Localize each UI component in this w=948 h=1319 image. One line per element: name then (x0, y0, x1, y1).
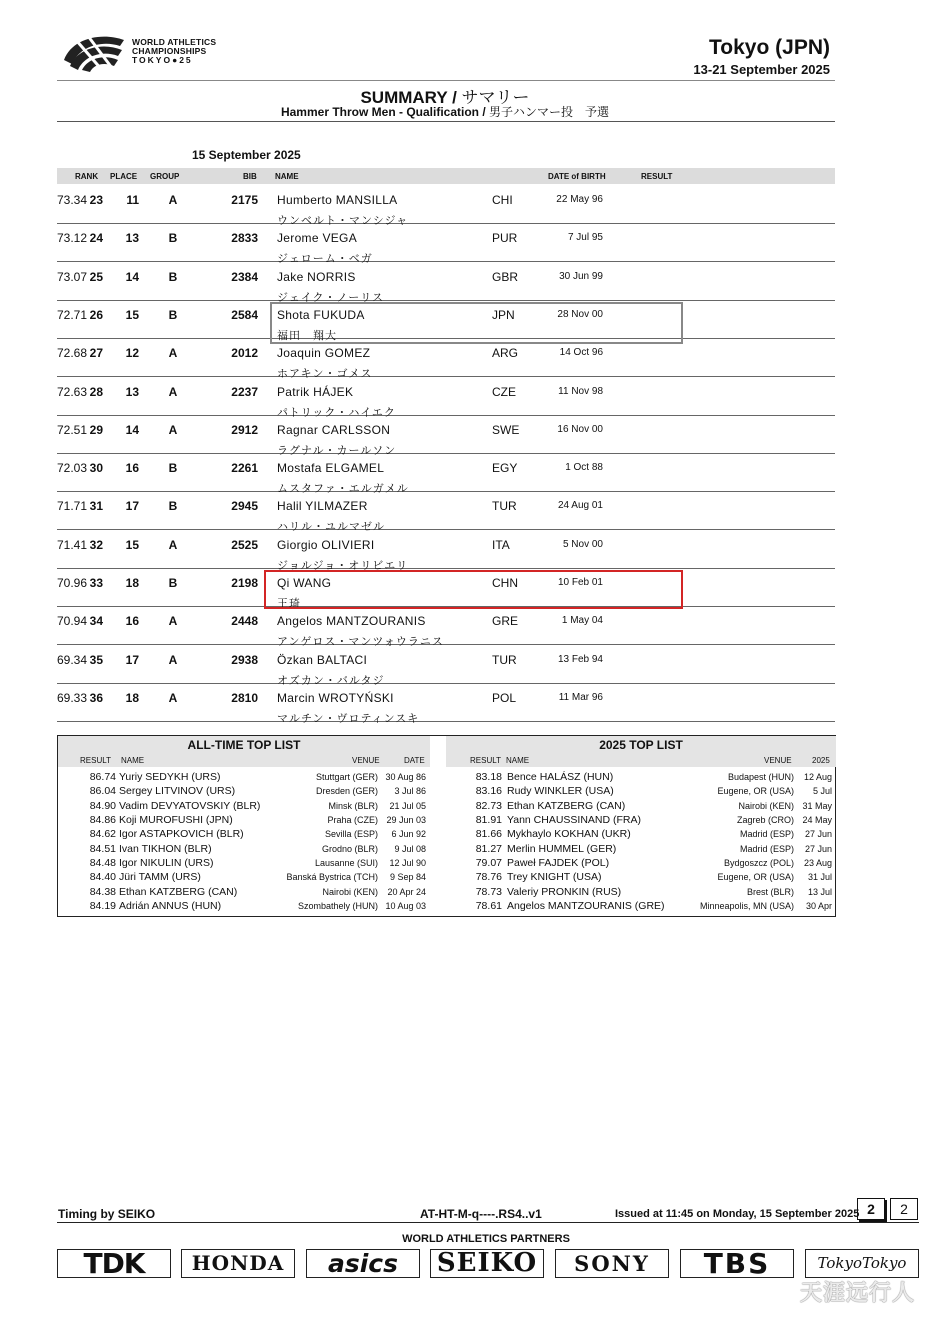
year-head-result: RESULT (470, 756, 501, 765)
nationality-cell: POL (492, 690, 517, 705)
group-cell: B (168, 576, 178, 590)
top-list-name: Yuriy SEDYKH (URS) (119, 771, 221, 783)
top-list-name: Trey KNIGHT (USA) (507, 871, 602, 884)
athlete-name-jp: ジェイク・ノーリス (277, 291, 385, 304)
result-cell: 72.68 (57, 346, 88, 361)
result-cell: 70.96 (57, 576, 88, 590)
result-row (57, 224, 835, 266)
top-list-venue: Praha (CZE) (327, 815, 378, 826)
top-list-row (446, 871, 836, 885)
result-row (57, 186, 835, 227)
nationality-cell: TUR (492, 652, 517, 667)
top-list-name: Merlin HUMMEL (GER) (507, 842, 617, 855)
honda-logo: HONDA (181, 1249, 295, 1278)
top-list-result: 84.19 (89, 900, 116, 913)
venue-city: Tokyo (JPN) (709, 36, 830, 59)
all-time-head-venue: VENUE (352, 756, 380, 765)
bib-cell: 2938 (231, 652, 258, 667)
dob-cell: 16 Nov 00 (557, 423, 603, 435)
top-list-result: 86.74 (89, 771, 116, 783)
top-list-venue: Zagreb (CRO) (736, 815, 794, 826)
top-list-date: 12 Jul 90 (389, 858, 426, 869)
top-list-row (446, 785, 836, 799)
top-list-date: 21 Jul 05 (389, 800, 426, 811)
top-list-result: 84.62 (89, 828, 116, 841)
athlete-name-jp: ウンベルト・マンシジャ (277, 215, 409, 227)
top-list-result: 84.38 (89, 885, 116, 898)
athlete-name: Mostafa ELGAMEL (277, 461, 385, 476)
top-list-date: 13 Jul (807, 886, 832, 897)
dob-cell: 30 Jun 99 (559, 270, 603, 282)
world-athletics-logo-icon (62, 30, 128, 72)
top-list-name: Bence HALÁSZ (HUN) (507, 771, 614, 783)
place-cell: 13 (125, 231, 139, 246)
nationality-cell: TUR (492, 499, 517, 514)
all-time-head-name: NAME (121, 756, 145, 765)
place-cell: 17 (125, 499, 139, 514)
top-list-result: 84.51 (89, 842, 116, 855)
group-cell: A (168, 614, 178, 629)
place-cell: 16 (125, 614, 139, 629)
nationality-cell: GBR (492, 269, 519, 284)
place-cell: 18 (125, 576, 139, 590)
top-list-name: Angelos MANTZOURANIS (GRE) (507, 900, 665, 913)
top-list-date: 12 Aug (803, 772, 832, 782)
rank-cell: 23 (89, 193, 103, 207)
result-cell: 73.12 (57, 231, 88, 246)
top-list-row (58, 814, 430, 828)
top-list-row (446, 828, 836, 842)
bib-cell: 2912 (231, 422, 258, 437)
tdk-logo: TDK (57, 1249, 171, 1278)
athlete-name: Marcin WROTYŃSKI (277, 690, 394, 705)
all-time-head-result: RESULT (80, 756, 111, 765)
result-cell: 69.33 (57, 690, 88, 705)
col-rank: RANK (75, 172, 99, 181)
group-cell: B (168, 499, 178, 514)
top-list-row (446, 886, 836, 900)
col-name: NAME (275, 172, 299, 181)
athlete-name-jp: アンゲロス・マンツォウラニス (277, 636, 444, 649)
athlete-name: Joaquin GOMEZ (277, 346, 371, 361)
result-row (57, 531, 835, 572)
top-list-venue: Brest (BLR) (746, 886, 794, 897)
result-row (57, 263, 835, 304)
place-cell: 14 (125, 422, 139, 437)
year-head-name: NAME (506, 756, 530, 765)
place-cell: 18 (125, 690, 139, 705)
top-list-name: Igor NIKULIN (URS) (119, 857, 214, 870)
dob-cell: 1 May 04 (561, 615, 603, 627)
athlete-name-jp: パトリック・ハイエク (277, 406, 396, 419)
rank-cell: 25 (89, 269, 103, 284)
dob-cell: 11 Mar 96 (558, 691, 603, 703)
athlete-name: Humberto MANSILLA (277, 193, 398, 207)
header-divider (57, 80, 835, 81)
top-list-result: 78.76 (475, 871, 502, 884)
top-list-result: 82.73 (475, 799, 502, 812)
top-list-result: 84.48 (89, 857, 116, 870)
timing-credit: Timing by SEIKO (58, 1207, 156, 1221)
nationality-cell: ARG (492, 346, 519, 361)
result-cell: 72.71 (57, 307, 88, 322)
result-row (57, 492, 835, 534)
seiko-logo: SEIKO (430, 1249, 544, 1278)
top-list-name: Koji MUROFUSHI (JPN) (119, 814, 233, 827)
result-row (57, 646, 835, 687)
athlete-name: Ragnar CARLSSON (277, 422, 391, 437)
top-list-result: 84.90 (89, 799, 116, 812)
bib-cell: 2525 (231, 537, 258, 552)
athlete-name-jp: オズカン・バルタジ (277, 674, 385, 687)
rank-cell: 36 (89, 690, 103, 705)
top-list-result: 81.66 (475, 828, 502, 841)
top-list-venue: Szombathely (HUN) (297, 901, 378, 912)
current-page: 2 (857, 1198, 885, 1220)
all-time-head (58, 755, 430, 767)
top-list-row (446, 814, 836, 828)
group-cell: A (168, 193, 178, 207)
dob-cell: 14 Oct 96 (559, 347, 603, 359)
nationality-cell: JPN (492, 307, 515, 322)
top-list-date: 9 Sep 84 (389, 872, 426, 883)
top-list-name: Ethan KATZBERG (CAN) (507, 799, 626, 812)
top-list-date: 29 Jun 03 (386, 815, 426, 826)
venue-block (693, 36, 830, 77)
top-list-venue: Eugene, OR (USA) (717, 872, 794, 883)
bib-cell: 2198 (231, 576, 258, 590)
top-list-date: 3 Jul 86 (394, 786, 426, 797)
rank-cell: 31 (89, 499, 103, 514)
top-list-date: 27 Jun (804, 843, 832, 854)
athlete-name: Qi WANG (277, 576, 332, 590)
athlete-name-jp: ジョルジョ・オリビエリ (277, 559, 409, 572)
bib-cell: 2384 (231, 269, 258, 284)
top-list-venue: Grodno (BLR) (321, 843, 378, 854)
nationality-cell: CHN (492, 576, 518, 590)
rank-cell: 32 (89, 537, 103, 552)
top-list-name: Sergey LITVINOV (URS) (119, 785, 236, 798)
group-cell: A (168, 652, 178, 667)
championships-logo (62, 30, 222, 74)
athlete-name: Halil YILMAZER (277, 499, 368, 514)
rank-cell: 29 (89, 422, 103, 437)
result-cell: 72.51 (57, 422, 88, 437)
dob-cell: 10 Feb 01 (557, 577, 603, 588)
athlete-name-jp: 福田 翔大 (277, 329, 337, 342)
top-list-result: 84.86 (89, 814, 116, 827)
top-list-result: 81.27 (475, 842, 502, 855)
top-list-row (58, 857, 430, 871)
top-list-name: Valeriy PRONKIN (RUS) (507, 885, 622, 898)
top-list-result: 81.91 (475, 814, 502, 827)
top-list-date: 30 Apr (805, 901, 832, 912)
athlete-name: Özkan BALTACI (277, 652, 368, 667)
athlete-name-jp: 王琦 (277, 598, 301, 610)
tbs-logo: TBS (680, 1249, 794, 1278)
dob-cell: 5 Nov 00 (562, 538, 603, 550)
top-list-venue: Minneapolis, MN (USA) (699, 901, 794, 912)
dob-cell: 13 Feb 94 (557, 653, 603, 665)
group-cell: B (168, 231, 178, 246)
top-list-venue: Nairobi (KEN) (322, 886, 378, 897)
top-list-row (58, 771, 430, 785)
top-list-row (58, 800, 430, 814)
athlete-name-jp: ムスタファ・エルガメル (277, 483, 409, 496)
top-list-result: 79.07 (475, 857, 502, 870)
place-cell: 12 (125, 346, 139, 361)
bib-cell: 2810 (231, 690, 258, 705)
top-list-venue: Dresden (GER) (315, 786, 378, 797)
top-list-date: 20 Apr 24 (387, 886, 426, 897)
rank-cell: 24 (89, 231, 103, 246)
dob-cell: 11 Nov 98 (558, 385, 603, 397)
event-title: Hammer Throw Men - Qualification / 男子ハンマー投 予選 (280, 105, 610, 119)
top-list-venue: Minsk (BLR) (328, 800, 378, 811)
place-cell: 17 (125, 652, 139, 667)
athlete-name-jp: ジェローム・ベガ (277, 253, 373, 266)
top-list-row (58, 886, 430, 900)
top-list-date: 5 Jul (812, 786, 832, 797)
result-cell: 73.34 (57, 193, 88, 207)
top-list-name: Ethan KATZBERG (CAN) (119, 885, 238, 898)
top-list-venue: Nairobi (KEN) (738, 800, 794, 811)
top-list-row (446, 843, 836, 857)
sony-logo: SONY (555, 1249, 669, 1278)
col-place: PLACE (110, 172, 138, 181)
group-cell: A (168, 690, 178, 705)
dob-cell: 1 Oct 88 (565, 462, 603, 474)
rank-cell: 34 (89, 614, 103, 629)
all-time-head-date: DATE (404, 756, 425, 765)
top-list-result: 83.18 (475, 771, 502, 783)
top-list-row (58, 843, 430, 857)
top-list-name: Yann CHAUSSINAND (FRA) (507, 814, 641, 827)
top-list-venue: Sevilla (ESP) (324, 829, 378, 840)
place-cell: 14 (125, 269, 139, 284)
result-row (57, 416, 835, 457)
group-cell: A (168, 346, 178, 361)
result-cell: 71.71 (57, 499, 88, 514)
athlete-name-jp: ホアキン・ゴメス (277, 368, 373, 381)
group-cell: A (168, 537, 178, 552)
total-pages: 2 (890, 1198, 918, 1220)
dob-cell: 28 Nov 00 (557, 308, 603, 320)
place-cell: 13 (125, 384, 139, 399)
place-cell: 15 (125, 307, 139, 322)
bib-cell: 2448 (231, 614, 258, 629)
rank-cell: 33 (89, 576, 103, 590)
top-list-date: 23 Aug (803, 858, 832, 869)
athlete-name: Angelos MANTZOURANIS (277, 614, 426, 629)
top-list-venue: Stuttgart (GER) (315, 772, 378, 782)
session-date: 15 September 2025 (192, 148, 301, 162)
rank-cell: 27 (89, 346, 103, 361)
result-row (57, 684, 835, 725)
athlete-name: Jerome VEGA (277, 231, 357, 246)
nationality-cell: ITA (492, 537, 510, 552)
place-cell: 11 (126, 193, 139, 207)
top-list-result: 86.04 (89, 785, 116, 798)
result-cell: 72.63 (57, 384, 88, 399)
summary-title: SUMMARY / サマリー (360, 88, 530, 107)
nationality-cell: CZE (492, 384, 516, 399)
athlete-name: Shota FUKUDA (277, 307, 365, 322)
top-list-venue: Budapest (HUN) (727, 772, 794, 782)
result-cell: 69.34 (57, 652, 88, 667)
top-list-result: 78.61 (475, 900, 502, 913)
top-list-result: 84.40 (89, 871, 116, 884)
asics-logo: asics (306, 1249, 420, 1278)
athlete-name-jp: マルチン・ヴロティンスキ (277, 712, 420, 725)
athlete-name: Patrik HÁJEK (277, 384, 354, 399)
year-list-title: 2025 TOP LIST (446, 736, 836, 755)
all-time-title: ALL-TIME TOP LIST (58, 736, 430, 755)
bib-cell: 2945 (231, 499, 258, 514)
top-list-date: 6 Jun 92 (391, 829, 426, 840)
rank-cell: 28 (89, 384, 103, 399)
top-list-venue: Madrid (ESP) (739, 843, 794, 854)
top-list-name: Vadim DEVYATOVSKIY (BLR) (119, 799, 261, 812)
top-list-date: 10 Aug 03 (385, 901, 426, 912)
year-head-venue: VENUE (764, 756, 792, 765)
bib-cell: 2833 (231, 231, 258, 246)
bib-cell: 2175 (231, 193, 258, 207)
top-list-row (446, 900, 836, 914)
group-cell: B (168, 307, 178, 322)
result-row (57, 378, 835, 419)
top-list-row (58, 871, 430, 885)
tokyo-tokyo-logo: TokyoTokyo (805, 1249, 919, 1278)
document-code: AT-HT-M-q----.RS4..v1 (420, 1207, 542, 1221)
athlete-name-jp: ハリル・ユルマゼル (277, 521, 385, 534)
top-list-name: Adrián ANNUS (HUN) (119, 900, 222, 913)
bib-cell: 2237 (231, 384, 258, 399)
group-cell: B (168, 269, 178, 284)
col-group: GROUP (150, 172, 180, 181)
top-list-date: 24 May (802, 815, 832, 826)
top-list-date: 31 May (802, 800, 832, 811)
result-cell: 72.03 (57, 461, 88, 476)
dob-cell: 24 Aug 01 (557, 500, 603, 512)
top-list-date: 27 Jun (804, 829, 832, 840)
top-list-venue: Madrid (ESP) (739, 829, 794, 840)
top-list-name: Jüri TAMM (URS) (119, 871, 201, 884)
partners-title: WORLD ATHLETICS PARTNERS (402, 1233, 570, 1245)
dob-cell: 22 May 96 (556, 194, 603, 205)
group-cell: A (168, 384, 178, 399)
result-row (57, 454, 835, 496)
result-cell: 71.41 (57, 537, 88, 552)
dob-cell: 7 Jul 95 (567, 232, 603, 244)
highlight-box-wang (264, 570, 683, 609)
top-list-row (58, 900, 430, 914)
top-list-date: 9 Jul 08 (394, 843, 426, 854)
result-row (57, 607, 835, 649)
athlete-name-jp: ラグナル・カールソン (277, 444, 397, 457)
nationality-cell: SWE (492, 422, 520, 437)
top-list-row (446, 771, 836, 785)
logo-text: WORLD ATHLETICS CHAMPIONSHIPS TOKYO●25 (132, 37, 217, 65)
top-list-row (58, 828, 430, 842)
issued-timestamp: Issued at 11:45 on Monday, 15 September 2025 (615, 1208, 860, 1220)
top-list-venue: Eugene, OR (USA) (717, 786, 794, 797)
year-list-head (446, 755, 836, 767)
bib-cell: 2261 (231, 461, 258, 476)
top-list-name: Ivan TIKHON (BLR) (119, 842, 212, 855)
venue-dates: 13-21 September 2025 (693, 62, 830, 77)
footer-divider (57, 1222, 919, 1223)
nationality-cell: GRE (492, 614, 519, 629)
place-cell: 16 (125, 461, 139, 476)
rank-cell: 30 (89, 461, 103, 476)
rank-cell: 26 (89, 307, 103, 322)
bib-cell: 2012 (231, 346, 258, 361)
title-divider (57, 121, 835, 122)
highlight-box-fukuda (270, 302, 683, 344)
nationality-cell: CHI (492, 193, 513, 207)
col-result: RESULT (641, 172, 673, 181)
place-cell: 15 (125, 537, 139, 552)
top-list-row (446, 800, 836, 814)
group-cell: B (168, 461, 178, 476)
top-list-name: Rudy WINKLER (USA) (507, 785, 614, 798)
athlete-name: Jake NORRIS (277, 269, 356, 284)
top-list-venue: Lausanne (SUI) (314, 858, 378, 869)
top-lists (57, 735, 836, 917)
year-top-list (446, 736, 836, 916)
top-list-result: 78.73 (475, 885, 502, 898)
watermark: 天涯远行人 (800, 1280, 916, 1305)
top-list-venue: Banská Bystrica (TCH) (286, 872, 378, 883)
top-list-name: Paweł FAJDEK (POL) (507, 857, 610, 870)
nationality-cell: PUR (492, 231, 518, 246)
top-list-result: 83.16 (475, 785, 502, 798)
top-list-row (58, 785, 430, 799)
result-cell: 70.94 (57, 614, 88, 629)
top-list-row (446, 857, 836, 871)
top-list-name: Mykhaylo KOKHAN (UKR) (507, 828, 631, 841)
col-bib: BIB (243, 172, 257, 181)
top-list-venue: Bydgoszcz (POL) (723, 858, 794, 869)
results-column-header (57, 168, 835, 184)
nationality-cell: EGY (492, 461, 518, 476)
top-list-date: 30 Aug 86 (385, 772, 426, 782)
top-list-name: Igor ASTAPKOVICH (BLR) (119, 828, 244, 841)
col-dob: DATE of BIRTH (548, 172, 606, 181)
result-cell: 73.07 (57, 269, 88, 284)
top-list-date: 31 Jul (807, 872, 832, 883)
all-time-top-list (58, 736, 430, 916)
athlete-name: Giorgio OLIVIERI (277, 537, 375, 552)
rank-cell: 35 (89, 652, 103, 667)
result-row (57, 339, 835, 381)
bib-cell: 2584 (231, 307, 258, 322)
group-cell: A (168, 422, 178, 437)
year-head-date: 2025 (812, 756, 830, 765)
